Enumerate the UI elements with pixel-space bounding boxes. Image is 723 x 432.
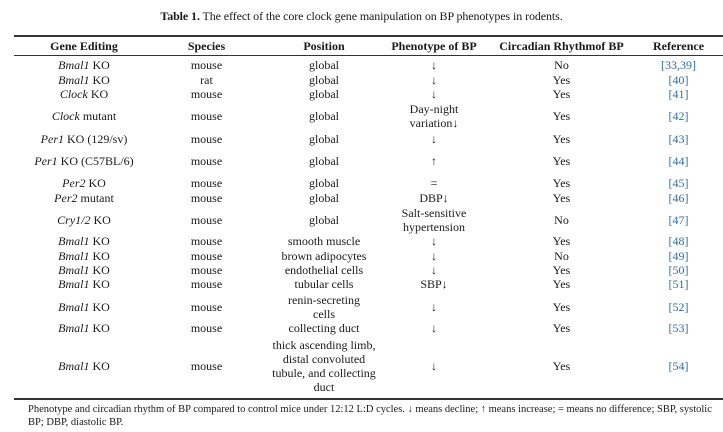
reference-link[interactable]: [45] — [668, 176, 689, 190]
table-row — [14, 277, 723, 291]
reference-link[interactable]: [52] — [668, 299, 689, 314]
header-species: Species — [187, 39, 226, 53]
cell-species: rat — [200, 73, 213, 87]
reference-link[interactable]: [41] — [668, 87, 689, 101]
header-gene-editing: Gene Editing — [50, 39, 118, 53]
cell-position: global — [309, 191, 339, 205]
gene-symbol: Per2 — [54, 191, 78, 205]
gene-modification: KO — [89, 277, 110, 291]
cell-gene-editing — [14, 205, 154, 234]
cell-circadian-rhythm: Yes — [552, 359, 571, 373]
cell-circadian-rhythm: No — [554, 58, 569, 72]
table-row — [14, 205, 723, 234]
cell-phenotype: DBP↓ — [419, 191, 449, 205]
table-row — [14, 263, 723, 277]
cell-gene-editing — [14, 191, 154, 205]
gene-modification: KO — [87, 87, 109, 101]
cell-reference — [634, 321, 723, 335]
cell-circadian-rhythm: Yes — [552, 321, 571, 335]
cell-species: mouse — [190, 299, 223, 314]
cell-circadian-rhythm: Yes — [552, 299, 571, 314]
gene-modification: KO — [89, 263, 110, 277]
cell-species: mouse — [190, 132, 223, 146]
cell-species: mouse — [190, 191, 223, 205]
table-row — [14, 191, 723, 205]
gene-modification: KO — [89, 249, 110, 263]
cell-phenotype: Day-night variation↓ — [409, 101, 459, 130]
table-row — [14, 292, 723, 321]
gene-symbol: Bmal1 — [58, 359, 90, 373]
cell-reference — [634, 176, 723, 190]
table-row — [14, 146, 723, 175]
gene-symbol: Per1 — [40, 132, 64, 146]
header-phenotype: Phenotype of BP — [391, 39, 477, 53]
cell-phenotype: ↑ — [431, 153, 437, 168]
gene-modification: KO — [89, 321, 110, 335]
cell-species: mouse — [190, 234, 223, 248]
cell-circadian-rhythm: Yes — [552, 191, 571, 205]
gene-modification: KO — [89, 73, 110, 87]
reference-link[interactable]: [48] — [668, 234, 689, 248]
cell-position: global — [309, 212, 339, 227]
cell-reference — [634, 336, 723, 396]
reference-link[interactable]: [44] — [668, 153, 689, 168]
gene-modification: mutant — [77, 191, 114, 205]
cell-species: mouse — [190, 277, 223, 291]
cell-species: mouse — [190, 87, 223, 101]
gene-symbol: Bmal1 — [58, 321, 90, 335]
cell-gene-editing — [14, 292, 154, 321]
reference-link[interactable]: [43] — [668, 132, 689, 146]
cell-position: global — [309, 153, 339, 168]
cell-position: renin-secreting cells — [288, 292, 360, 321]
cell-species: mouse — [190, 58, 223, 72]
cell-circadian-rhythm: Yes — [552, 234, 571, 248]
cell-position: tubular cells — [294, 277, 354, 291]
cell-reference — [634, 234, 723, 248]
cell-reference — [634, 87, 723, 101]
table-row — [14, 58, 723, 72]
cell-gene-editing — [14, 101, 154, 130]
gene-symbol: Bmal1 — [58, 299, 90, 314]
cell-species: mouse — [190, 249, 223, 263]
reference-link[interactable]: [50] — [668, 263, 689, 277]
cell-position: endothelial cells — [284, 263, 364, 277]
cell-phenotype: ↓ — [431, 73, 437, 87]
cell-species: mouse — [190, 176, 223, 190]
gene-symbol: Bmal1 — [58, 277, 90, 291]
cell-reference — [634, 73, 723, 87]
cell-species: mouse — [190, 263, 223, 277]
cell-phenotype: ↓ — [431, 58, 437, 72]
cell-reference — [634, 132, 723, 146]
cell-gene-editing — [14, 132, 154, 146]
cell-position: thick ascending limb, distal convoluted tubule, and collecting duct — [272, 338, 376, 394]
cell-position: smooth muscle — [287, 234, 361, 248]
table-row — [14, 321, 723, 335]
reference-link[interactable]: [51] — [668, 277, 689, 291]
gene-symbol: Bmal1 — [58, 234, 90, 248]
gene-modification: mutant — [79, 108, 117, 123]
cell-gene-editing — [14, 249, 154, 263]
cell-position: global — [309, 58, 339, 72]
bottom-rule — [14, 398, 723, 400]
cell-circadian-rhythm: Yes — [552, 153, 571, 168]
cell-phenotype: ↓ — [431, 359, 437, 373]
gene-modification: KO — [89, 299, 110, 314]
gene-symbol: Bmal1 — [58, 73, 90, 87]
cell-phenotype: SBP↓ — [420, 277, 448, 291]
table-row — [14, 249, 723, 263]
cell-circadian-rhythm: No — [554, 249, 569, 263]
cell-phenotype: ↓ — [431, 299, 437, 314]
cell-gene-editing — [14, 176, 154, 190]
caption-text: The effect of the core clock gene manipulation on BP phenotypes in rodents. — [202, 9, 563, 23]
cell-species: mouse — [190, 321, 223, 335]
cell-gene-editing — [14, 234, 154, 248]
cell-reference — [634, 101, 723, 130]
reference-link[interactable]: [33,39] — [661, 58, 696, 72]
cell-circadian-rhythm: Yes — [552, 277, 571, 291]
gene-symbol: Bmal1 — [58, 58, 90, 72]
cell-reference — [634, 191, 723, 205]
cell-circadian-rhythm: Yes — [552, 176, 571, 190]
cell-circadian-rhythm: Yes — [552, 108, 571, 123]
cell-gene-editing — [14, 277, 154, 291]
gene-symbol: Per2 — [62, 176, 86, 190]
cell-reference — [634, 58, 723, 72]
cell-position: global — [309, 132, 339, 146]
reference-link[interactable]: [47] — [668, 212, 689, 227]
table-row — [14, 336, 723, 396]
cell-position: global — [309, 176, 339, 190]
gene-modification: KO — [89, 359, 110, 373]
cell-gene-editing — [14, 263, 154, 277]
gene-modification: KO (129/sv) — [64, 132, 128, 146]
cell-gene-editing — [14, 73, 154, 87]
caption-label: Table 1. — [160, 9, 200, 23]
cell-phenotype: ↓ — [431, 132, 437, 146]
cell-species: mouse — [190, 108, 223, 123]
cell-species: mouse — [190, 153, 223, 168]
cell-phenotype: Salt-sensitive hypertension — [401, 205, 467, 234]
gene-modification: KO — [85, 176, 106, 190]
header-rule — [14, 55, 723, 56]
cell-position: brown adipocytes — [281, 249, 367, 263]
cell-position: global — [309, 108, 339, 123]
gene-symbol: Clock — [59, 87, 88, 101]
cell-gene-editing — [14, 58, 154, 72]
gene-symbol: Bmal1 — [58, 263, 90, 277]
table-row — [14, 101, 723, 130]
cell-reference — [634, 263, 723, 277]
gene-symbol: Bmal1 — [58, 249, 90, 263]
cell-phenotype: = — [430, 176, 438, 190]
cell-position: global — [309, 87, 339, 101]
reference-link[interactable]: [46] — [668, 191, 689, 205]
cell-reference — [634, 292, 723, 321]
cell-gene-editing — [14, 321, 154, 335]
cell-gene-editing — [14, 336, 154, 396]
cell-circadian-rhythm: Yes — [552, 73, 571, 87]
table-caption — [0, 9, 723, 24]
reference-link[interactable]: [54] — [668, 359, 689, 373]
gene-modification: KO — [90, 212, 111, 227]
reference-link[interactable]: [40] — [668, 73, 689, 87]
cell-position: collecting duct — [288, 321, 360, 335]
gene-symbol: Clock — [51, 108, 80, 123]
cell-reference — [634, 277, 723, 291]
table-row — [14, 73, 723, 87]
cell-phenotype: ↓ — [431, 234, 437, 248]
gene-symbol: Per1 — [34, 153, 58, 168]
cell-phenotype: ↓ — [431, 321, 437, 335]
header-position: Position — [303, 39, 345, 53]
table-row — [14, 176, 723, 190]
gene-modification: KO — [89, 58, 110, 72]
reference-link[interactable]: [42] — [668, 108, 689, 123]
table-row — [14, 132, 723, 146]
header-circadian-rhythm: Circadian Rhythmof BP — [499, 39, 624, 53]
gene-modification: KO — [89, 234, 110, 248]
cell-position: global — [309, 73, 339, 87]
gene-modification: KO (C57BL/6) — [57, 153, 134, 168]
cell-species: mouse — [190, 212, 223, 227]
cell-reference — [634, 146, 723, 175]
cell-phenotype: ↓ — [431, 263, 437, 277]
cell-gene-editing — [14, 87, 154, 101]
header-reference: Reference — [652, 39, 705, 53]
cell-gene-editing — [14, 146, 154, 175]
cell-circadian-rhythm: Yes — [552, 87, 571, 101]
cell-species: mouse — [190, 359, 223, 373]
cell-phenotype: ↓ — [431, 249, 437, 263]
cell-circadian-rhythm: Yes — [552, 132, 571, 146]
cell-reference — [634, 205, 723, 234]
table-row — [14, 87, 723, 101]
cell-circadian-rhythm: No — [554, 212, 569, 227]
gene-symbol: Cry1/2 — [57, 212, 91, 227]
cell-phenotype: ↓ — [431, 87, 437, 101]
reference-link[interactable]: [53] — [668, 321, 689, 335]
cell-reference — [634, 249, 723, 263]
reference-link[interactable]: [49] — [668, 249, 689, 263]
table-row — [14, 234, 723, 248]
table-footnote: Phenotype and circadian rhythm of BP compared to control mice under 12:12 L:D cycles. ↓ means decline; ↑ means increase; = means no difference; SBP, systolic BP; DBP, diastolic BP. — [28, 404, 712, 428]
cell-circadian-rhythm: Yes — [552, 263, 571, 277]
